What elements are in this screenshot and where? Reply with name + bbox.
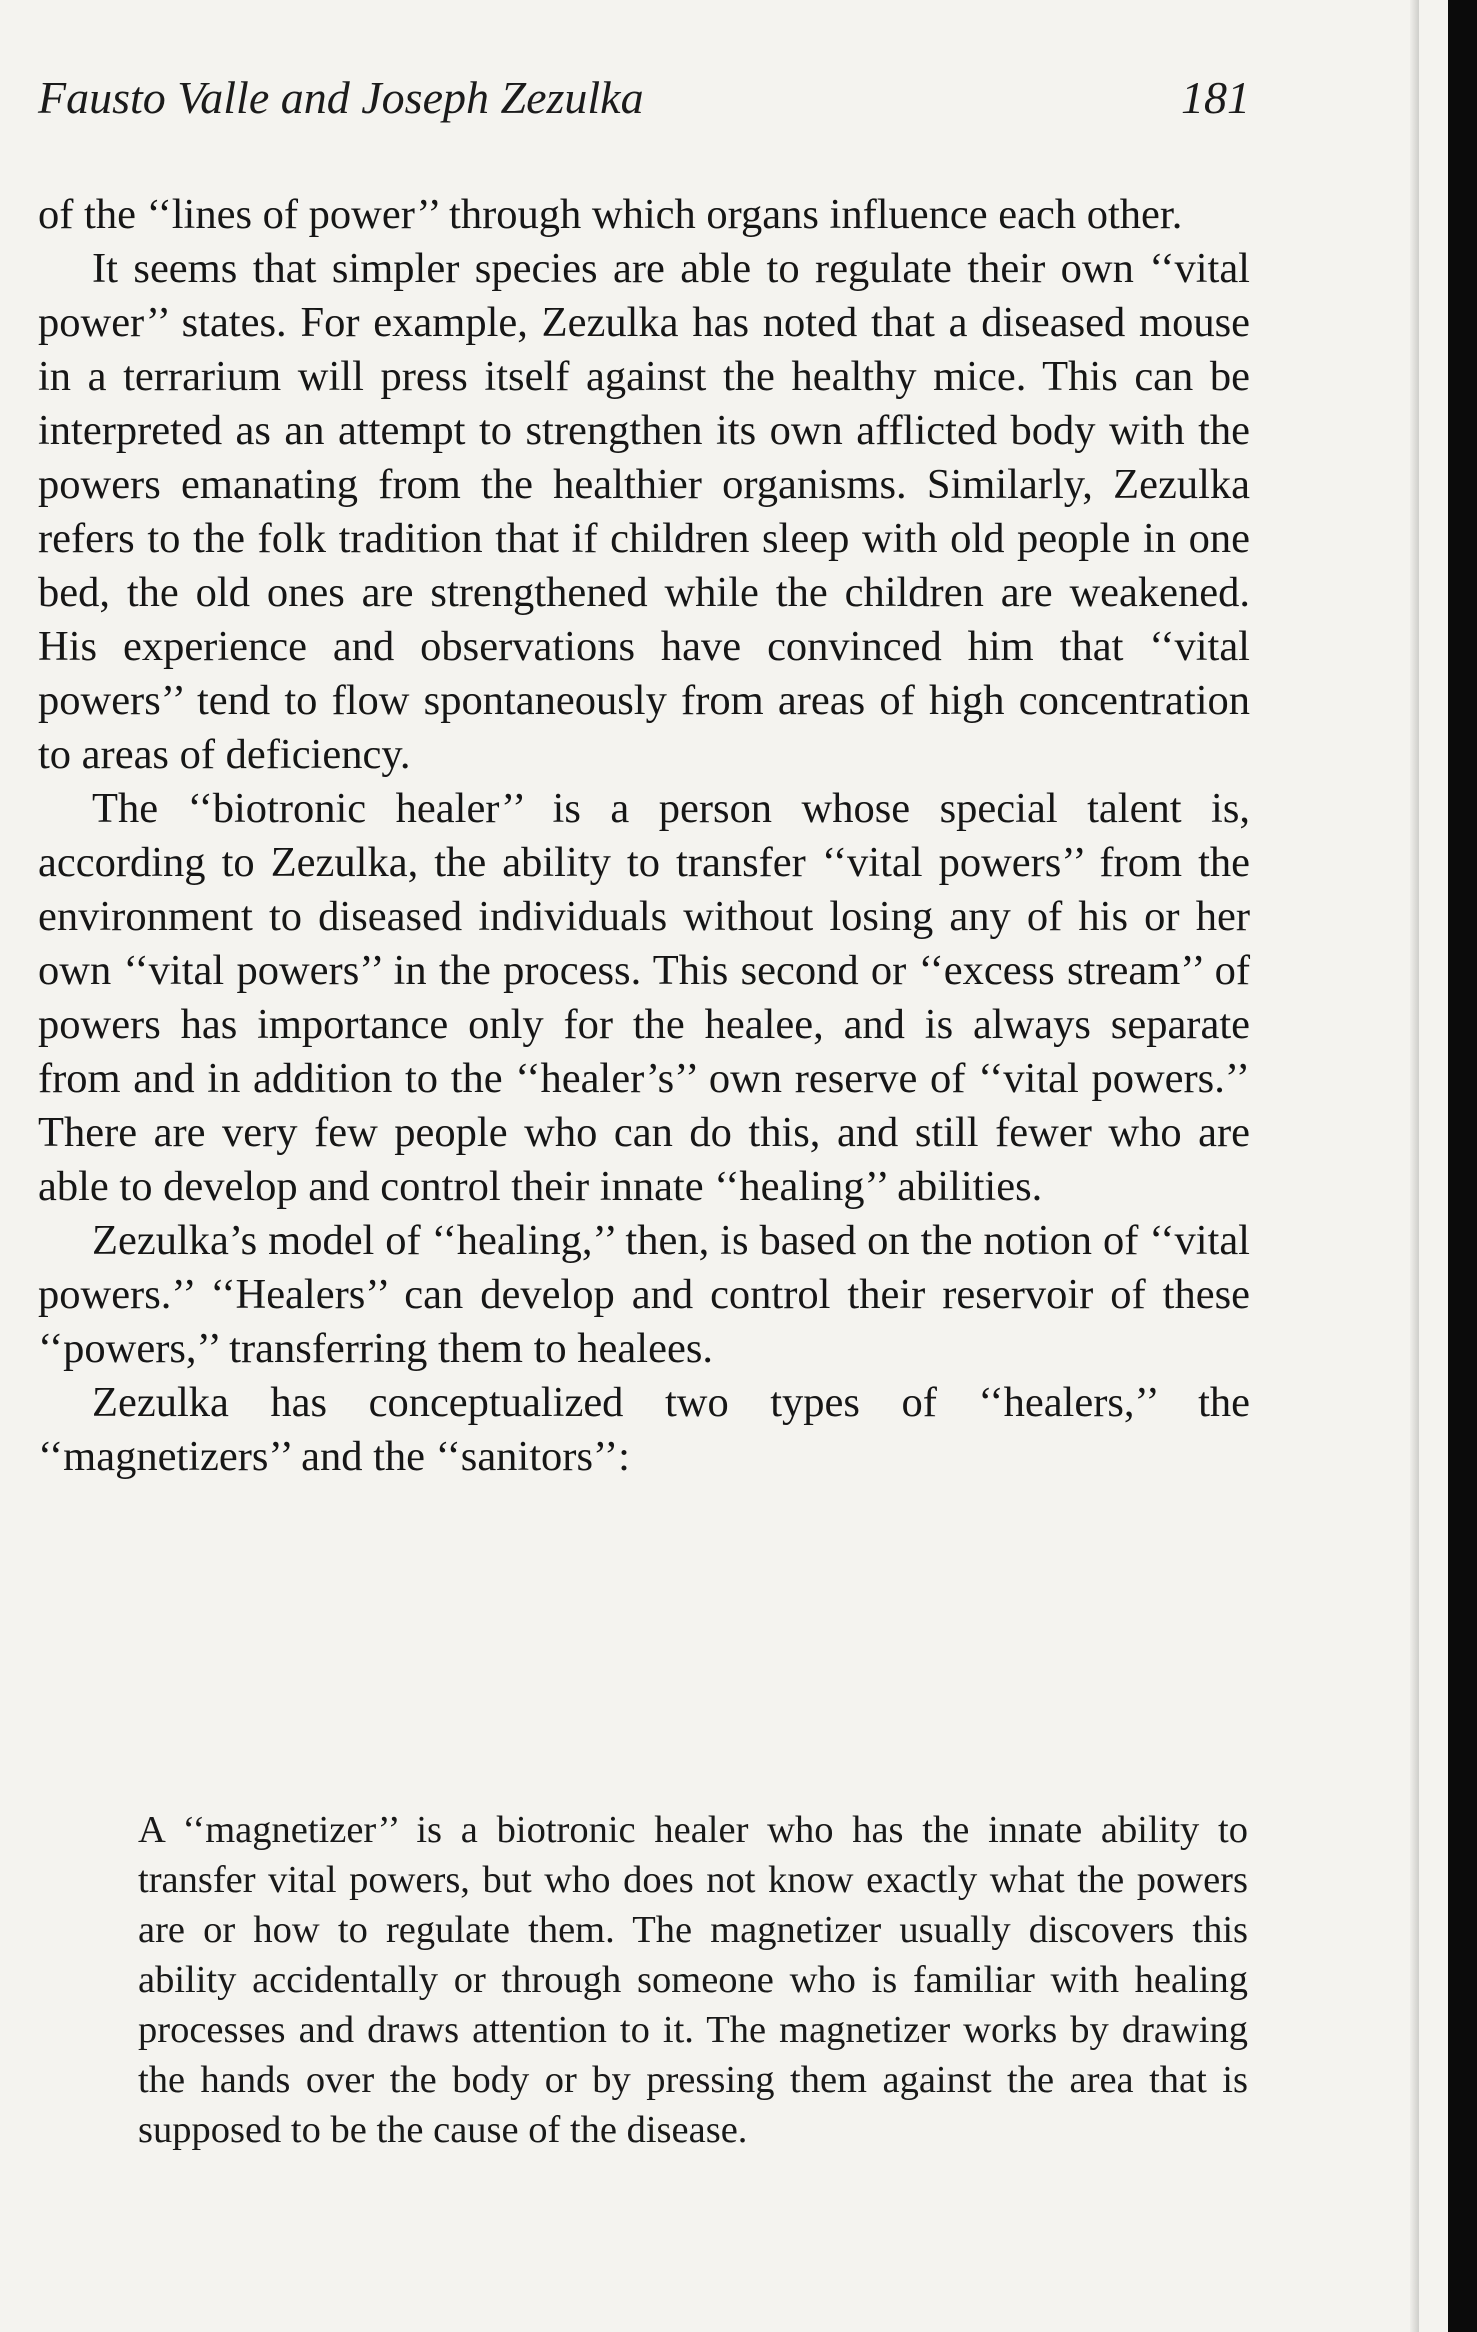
page-number: 181	[1181, 72, 1250, 123]
paragraph-continuation: of the ‘‘lines of power’’ through which organs influence each other.	[38, 191, 1183, 238]
page-edge-shadow	[1410, 0, 1419, 2332]
paragraph-healer-types: Zezulka has conceptualized two types of ‘‘healers,’’ the ‘‘magnetizers’’ and the ‘‘sanitors’’:	[38, 1379, 1250, 1480]
paragraph-simpler-species: It seems that simpler species are able to regulate their own ‘‘vital power’’ states. For example, Zezulka has noted that a diseased mouse in a terrarium will press itself against the healthy mice. This can be interpreted as an attempt to strengthen its own afflicted body with the powers emanating from the healthier organisms. Similarly, Zezulka refers to the folk tradition that if children sleep with old people in one bed, the old ones are strengthened while the children are weakened. His experience and observations have convinced him that ‘‘vital powers’’ tend to flow spontaneously from areas of high concentration to areas of deficiency.	[38, 245, 1250, 778]
paragraph-biotronic-healer: The ‘‘biotronic healer’’ is a person whose special talent is, according to Zezulka, the ability to transfer ‘‘vital powers’’ from the environment to diseased individuals without losing any of his or her own ‘‘vital powers’’ in the process. This second or ‘‘excess stream’’ of powers has importance only for the healee, and is always separate from and in addition to the ‘‘healer’s’’ own reserve of ‘‘vital powers.’’ There are very few people who can do this, and still fewer who are able to develop and control their innate ‘‘healing’’ abilities.	[38, 785, 1250, 1210]
scan-dark-edge	[1448, 0, 1477, 2332]
paragraph-healing-model: Zezulka’s model of ‘‘healing,’’ then, is based on the notion of ‘‘vital powers.’’ ‘‘Healers’’ can develop and control their reservoir of these ‘‘powers,’’ transferring them to healees.	[38, 1217, 1250, 1372]
running-head	[38, 68, 1250, 128]
body-text	[38, 188, 1250, 1484]
running-title: Fausto Valle and Joseph Zezulka	[38, 72, 644, 123]
block-quote-magnetizer: A ‘‘magnetizer’’ is a biotronic healer who has the innate ability to transfer vital powers, but who does not know exactly what the powers are or how to regulate them. The magnetizer usually discovers this ability accidentally or through someone who is familiar with healing processes and draws attention to it. The magnetizer works by drawing the hands over the body or by pressing them against the area that is supposed to be the cause of the disease.	[138, 1809, 1248, 2151]
